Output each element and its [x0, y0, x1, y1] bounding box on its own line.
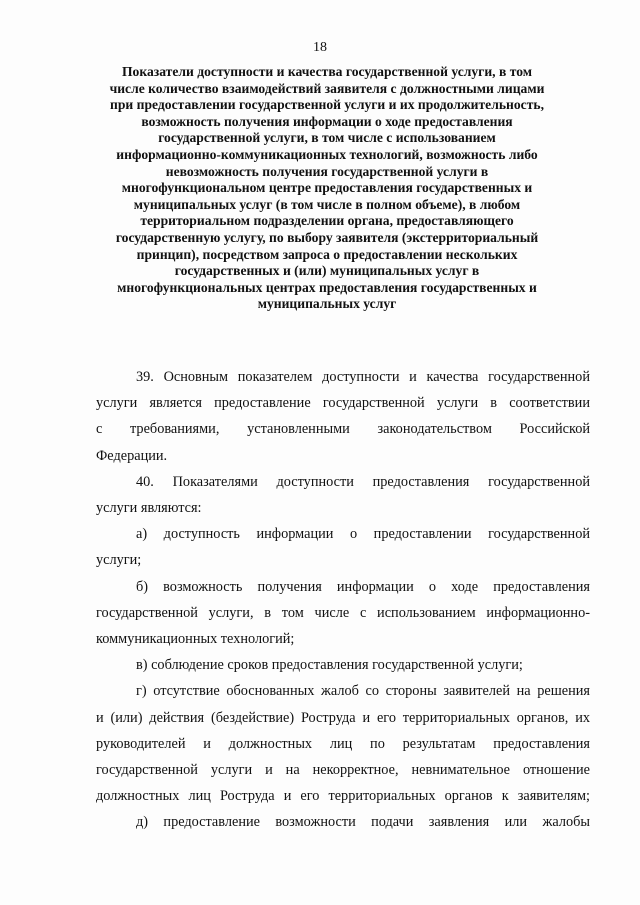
list-item-d-line: д) предоставление возможности подачи заявления или жалобы [136, 814, 590, 831]
paragraph-40-line: 40. Показателями доступности предоставления государственной [136, 473, 590, 490]
list-item-g-line: г) отсутствие обоснованных жалоб со стороны заявителей на решения [136, 683, 590, 700]
paragraph-39-line: с требованиями, установленными законодательством Российской [96, 421, 590, 438]
heading-line: принцип), посредством запроса о предоставлении нескольких [136, 246, 518, 262]
heading-line: территориальном подразделении органа, предоставляющего [140, 213, 514, 229]
heading-line: многофункциональных центрах предоставления государственных и [117, 279, 537, 295]
list-item-a-line: а) доступность информации о предоставлении государственной [136, 526, 590, 543]
heading-line: невозможность получения государственной услуги в [165, 163, 489, 179]
heading-line: муниципальных услуг [257, 296, 397, 312]
heading-line: государственных и (или) муниципальных услуг в [174, 263, 480, 279]
heading-line: информационно-коммуникационных технологий, возможность либо [116, 146, 538, 162]
heading-line: Показатели доступности и качества государственной услуги, в том [121, 64, 532, 79]
page-number: 18 [313, 40, 327, 55]
section-heading [92, 64, 562, 313]
heading-line: при предоставлении государственной услуги и их продолжительность, [110, 97, 544, 113]
list-item-g-line: должностных лиц Роструда и его территориальных органов к заявителям; [96, 788, 590, 805]
paragraph-39-line: 39. Основным показателем доступности и качества государственной [136, 369, 590, 385]
paragraph-39-line: Федерации. [96, 447, 168, 464]
list-item-b-line: коммуникационных технологий; [96, 631, 295, 648]
heading-line: возможность получения информации о ходе предоставления [141, 113, 513, 129]
list-item-g-line: руководителей и должностных лиц по результатам предоставления [96, 735, 590, 752]
paragraph-39-line: услуги является предоставление государственной услуги в соответствии [96, 395, 590, 412]
body-text [96, 364, 590, 836]
heading-line: многофункциональном центре предоставления государственных и [121, 180, 533, 196]
list-item-b-line: б) возможность получения информации о ходе предоставления [136, 578, 590, 595]
list-item-g-line: государственной услуги и на некорректное, невнимательное отношение [96, 762, 590, 779]
list-item-v-line: в) соблюдение сроков предоставления государственной услуги; [136, 657, 523, 674]
heading-line: государственной услуги, в том числе с использованием [158, 130, 496, 146]
list-item-a-line: услуги; [96, 552, 142, 569]
paragraph-40-line: услуги являются: [96, 500, 202, 517]
list-item-b-line: государственной услуги, в том числе с использованием информационно- [96, 604, 590, 621]
heading-line: числе количество взаимодействий заявителя с должностными лицами [109, 80, 545, 96]
list-item-g-line: и (или) действия (бездействие) Роструда и его территориальных органов, их [96, 709, 590, 726]
heading-line: муниципальных услуг (в том числе в полном объеме), в любом [133, 196, 521, 212]
heading-line: государственную услугу, по выбору заявителя (экстерриториальный [115, 229, 539, 245]
